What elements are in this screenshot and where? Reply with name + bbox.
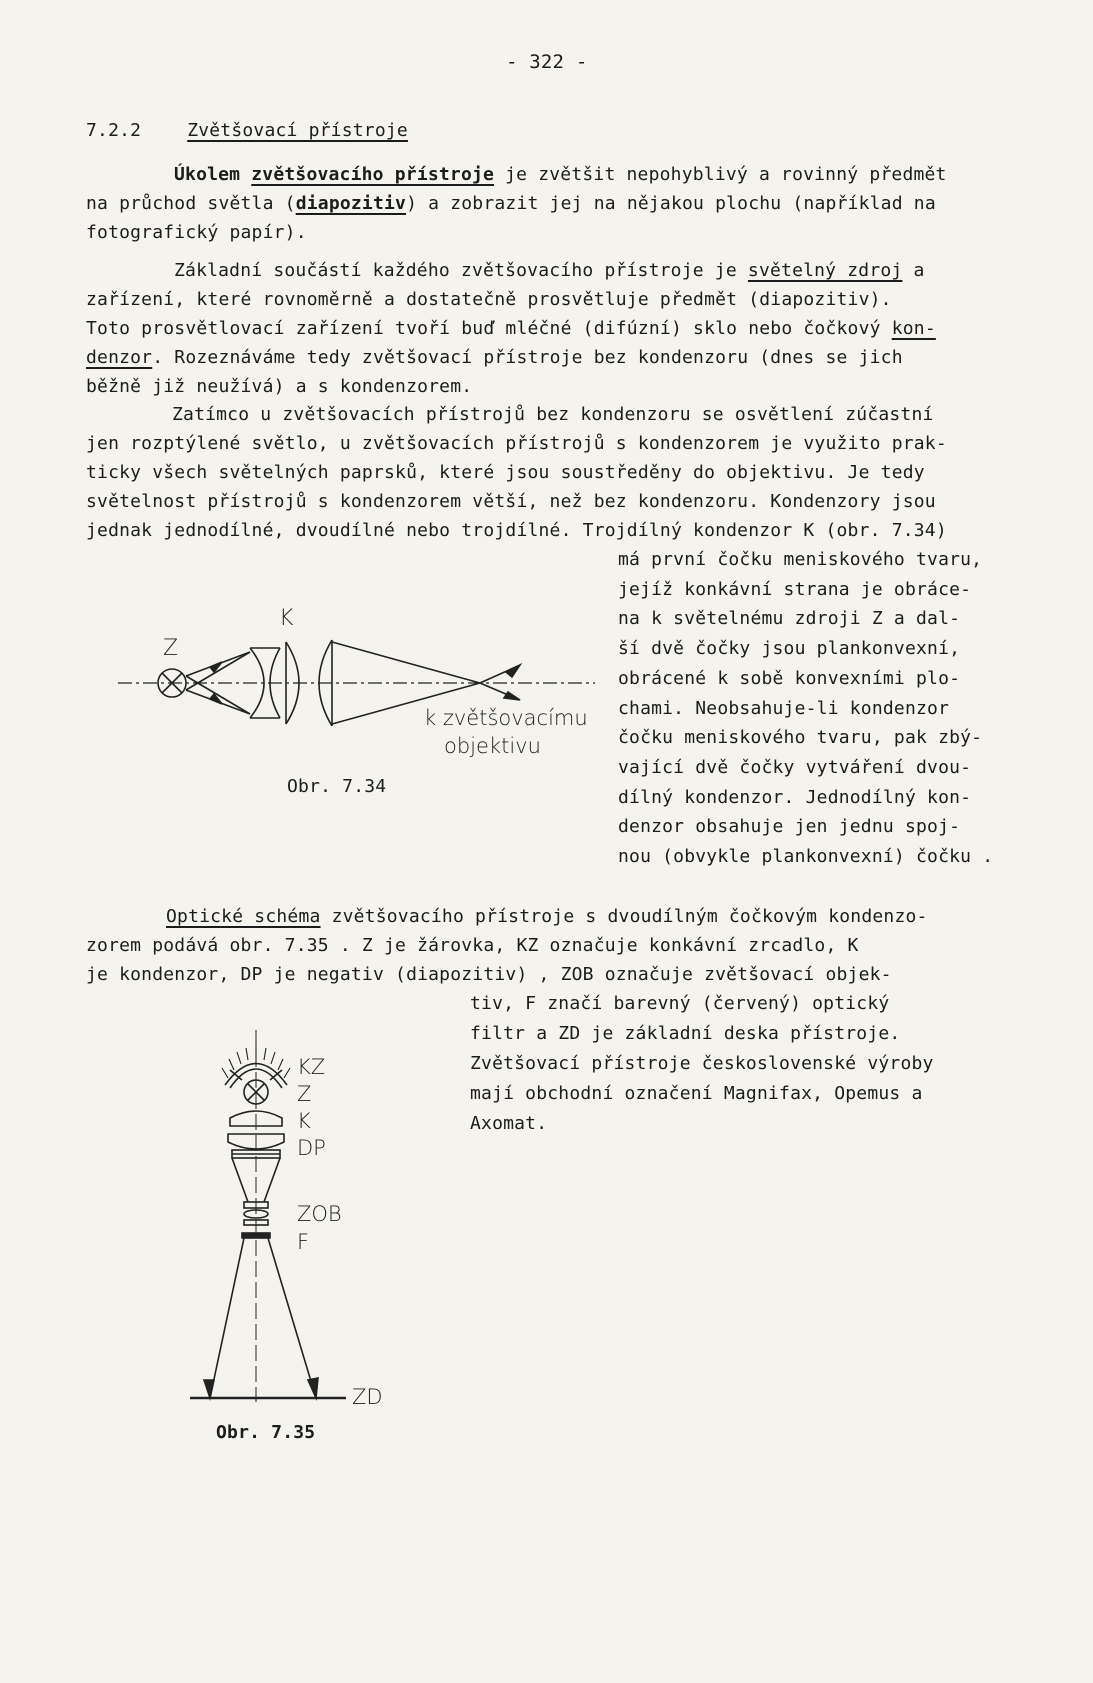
paragraph-intro: Úkolem zvětšovacího přístroje je zvětšit nepohyblivý a rovinný předmět na průchod světla (diapozitiv) a zobrazit jej na nějakou plochu (například na fotografický papír). <box>86 164 947 243</box>
fig734-caption: Obr. 7.34 <box>287 776 387 797</box>
term-kondenzor-part1: kon- <box>891 318 936 339</box>
paragraph-components: Základní součástí každého zvětšovacího přístroje je světelný zdroj a zařízení, které rovnoměrně a dostatečně prosvětluje předmět (diapozitiv). Toto prosvětlovací zařízení tvoří buď mléčné (difúzní) sklo nebo čočkový kon- denzor. Rozeznáváme tedy zvětšovací přístroje bez kondenzoru (dnes se jich běžně již neužívá) a s kondenzorem. <box>86 260 936 397</box>
label-zob: ZOB <box>297 1202 342 1226</box>
term-kondenzor-part2: denzor <box>86 347 153 368</box>
fig734-caption-target: k zvětšovacímu objektivu <box>424 706 588 758</box>
fig735-labels-lower <box>297 1200 342 1256</box>
fig735-labels-upper <box>297 1054 326 1162</box>
paragraph-condenser-column: má první čočku meniskového tvaru, jejíž konkávní strana je obráce- na k světelnému zdroji Z a dal- ší dvě čočky jsou plankonvexní, obrácené k sobě konvexními plo- chami. Neobsahuje-li kondenzor čočku meniskového tvaru, pak zbý- vající dvě čočky vytváření dvou- dílný kondenzor. Jednodílný kon- denzor obsahuje jen jednu spoj- nou (obvykle plankonvexní) čočku . <box>618 549 994 868</box>
term-svetelny-zdroj: světelný zdroj <box>747 260 903 281</box>
label-zd: ZD <box>352 1385 383 1409</box>
fig734-label-k: K <box>279 606 294 631</box>
label-dp: DP <box>297 1136 326 1160</box>
figure-7-35 <box>170 1030 400 1430</box>
term-zvetsovaci-pristroj: zvětšovacího přístroje <box>251 164 495 185</box>
paragraph-optical-scheme: Optické schéma zvětšovacího přístroje s dvoudílným čočkovým kondenzo- zorem podává obr. 7.35 . Z je žárovka, KZ označuje konkávní zrcadlo, K je kondenzor, DP je negativ (diapozitiv) , ZOB označuje zvětšovací objek- <box>86 906 928 985</box>
paragraph-condenser: Zatímco u zvětšovacích přístrojů bez kondenzoru se osvětlení zúčastní jen rozptýlené světlo, u zvětšovacích přístrojů s kondenzorem je využito prak- ticky všech světelných paprsků, které jsou soustředěny do objektivu. Je tedy světelnost přístrojů s kondenzorem větší, než bez kondenzoru. Kondenzory jsou jednak jednodílné, dvoudílné nebo trojdílné. Trojdílný kondenzor K (obr. 7.34) <box>86 404 947 541</box>
label-z: Z <box>297 1082 312 1106</box>
label-kz: KZ <box>297 1055 326 1079</box>
term-opticke-schema: Optické schéma <box>166 906 321 927</box>
section-title: Zvětšovací přístroje <box>187 120 408 141</box>
section-number: 7.2.2 <box>86 120 142 141</box>
page-number: - 322 - <box>506 51 588 73</box>
label-k: K <box>297 1109 311 1133</box>
fig734-label-z: Z <box>163 636 179 661</box>
paragraph-optical-scheme-column: tiv, F značí barevný (červený) optický filtr a ZD je základní deska přístroje. Zvětšovací přístroje československé výroby mají obchodní označení Magnifax, Opemus a Axomat. <box>470 993 934 1134</box>
term-diapozitiv: diapozitiv <box>295 193 407 214</box>
section-heading <box>86 116 408 145</box>
fig735-caption: Obr. 7.35 <box>216 1422 316 1443</box>
label-f: F <box>297 1230 310 1254</box>
